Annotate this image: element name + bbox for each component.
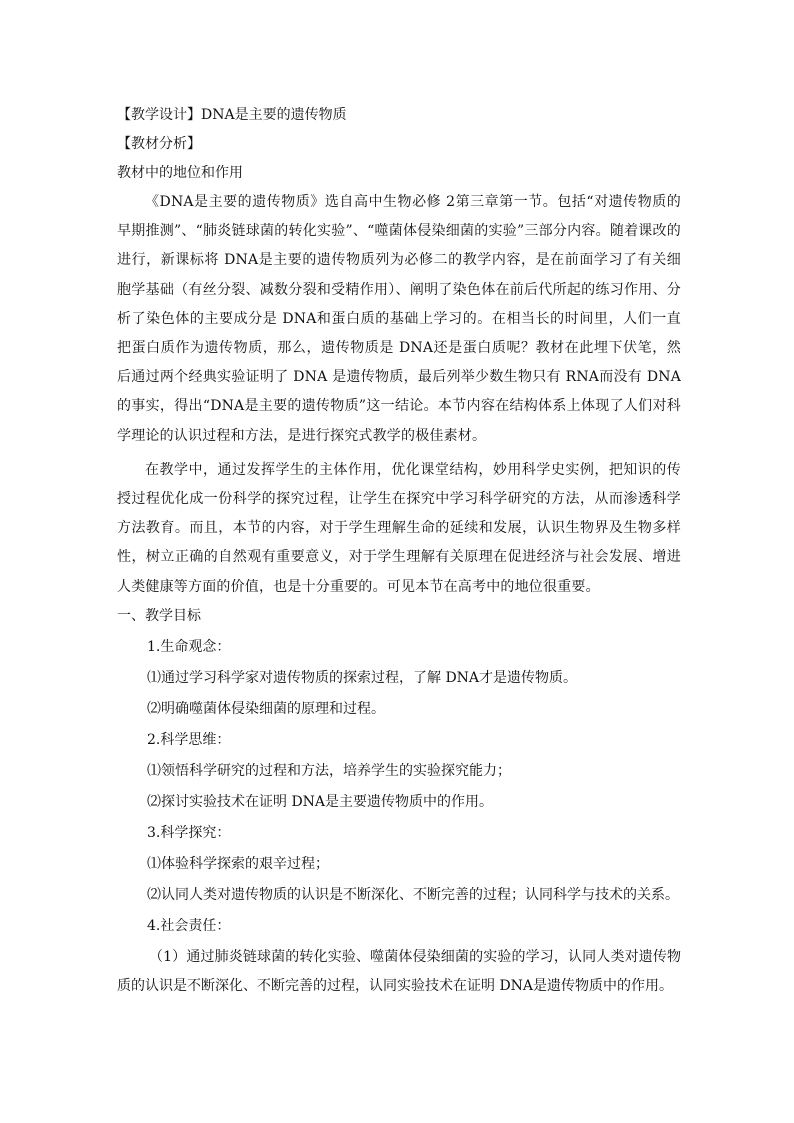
- section-title: 【教材分析】: [117, 136, 201, 152]
- goal-1-title: 1.生命观念：: [147, 638, 231, 655]
- goal-4-item-1: （1）通过肺炎链球菌的转化实验、噬菌体侵染细菌的实验的学习，认同人类对遗传物质的认识是不断深化、不断完善的过程，认同实验技术在证明 DNA是遗传物质中的作用。: [117, 948, 681, 994]
- document-title: 【教学设计】DNA是主要的遗传物质: [117, 107, 347, 123]
- goal-3-item-1: ⑴体验科学探索的艰辛过程；: [147, 855, 329, 872]
- goal-2-item-2: ⑵探讨实验技术在证明 DNA是主要遗传物质中的作用。: [147, 793, 494, 810]
- document-page: [117, 101, 681, 1001]
- goal-1-item-1: ⑴通过学习科学家对遗传物质的探索过程，了解 DNA才是遗传物质。: [147, 669, 578, 686]
- objectives-heading: 一、教学目标: [117, 607, 201, 624]
- subheading: 教材中的地位和作用: [117, 165, 243, 181]
- goal-1-item-2: ⑵明确噬菌体侵染细菌的原理和过程。: [147, 700, 385, 717]
- paragraph-2: 在教学中，通过发挥学生的主体作用，优化课堂结构，妙用科学史实例，把知识的传授过程优化成一份科学的探究过程，让学生在探究中学习科学研究的方法，从而渗透科学方法教育。而且，本节的内容，对于学生理解生命的延续和发展，认识生物界及生物多样性，树立正确的自然观有重要意义，对于学生理解有关原理在促进经济与社会发展、增进人类健康等方面的价值，也是十分重要的。可见本节在高考中的地位很重要。: [117, 461, 681, 595]
- goal-4-title: 4.社会责任：: [147, 917, 231, 934]
- goal-3-title: 3.科学探究：: [147, 824, 231, 841]
- paragraph-1: 《DNA是主要的遗传物质》选自高中生物必修 2第三章第一节。包括“对遗传物质的早期推测”、“肺炎链球菌的转化实验”、“噬菌体侵染细菌的实验”三部分内容。随着课改的进行，新课标将 DNA是主要的遗传物质列为必修二的教学内容，是在前面学习了有关细胞学基础（有丝分裂、减数分裂和受精作用）、阐明了染色体在前后代所起的练习作用、分析了染色体的主要成分是 DNA和蛋白质的基础上学习的。在相当长的时间里，人们一直把蛋白质作为遗传物质，那么，遗传物质是 DNA还是蛋白质呢？教材在此埋下伏笔，然后通过两个经典实验证明了 DNA 是遗传物质，最后列举少数生物只有 RNA而没有 DNA的事实，得出“DNA是主要的遗传物质”这一结论。本节内容在结构体系上体现了人们对科学理论的认识过程和方法，是进行探究式教学的极佳素材。: [117, 194, 681, 444]
- goal-3-item-2: ⑵认同人类对遗传物质的认识是不断深化、不断完善的过程；认同科学与技术的关系。: [147, 886, 679, 903]
- goal-2-title: 2.科学思维：: [147, 731, 231, 748]
- goal-2-item-1: ⑴领悟科学研究的过程和方法，培养学生的实验探究能力；: [147, 762, 511, 779]
